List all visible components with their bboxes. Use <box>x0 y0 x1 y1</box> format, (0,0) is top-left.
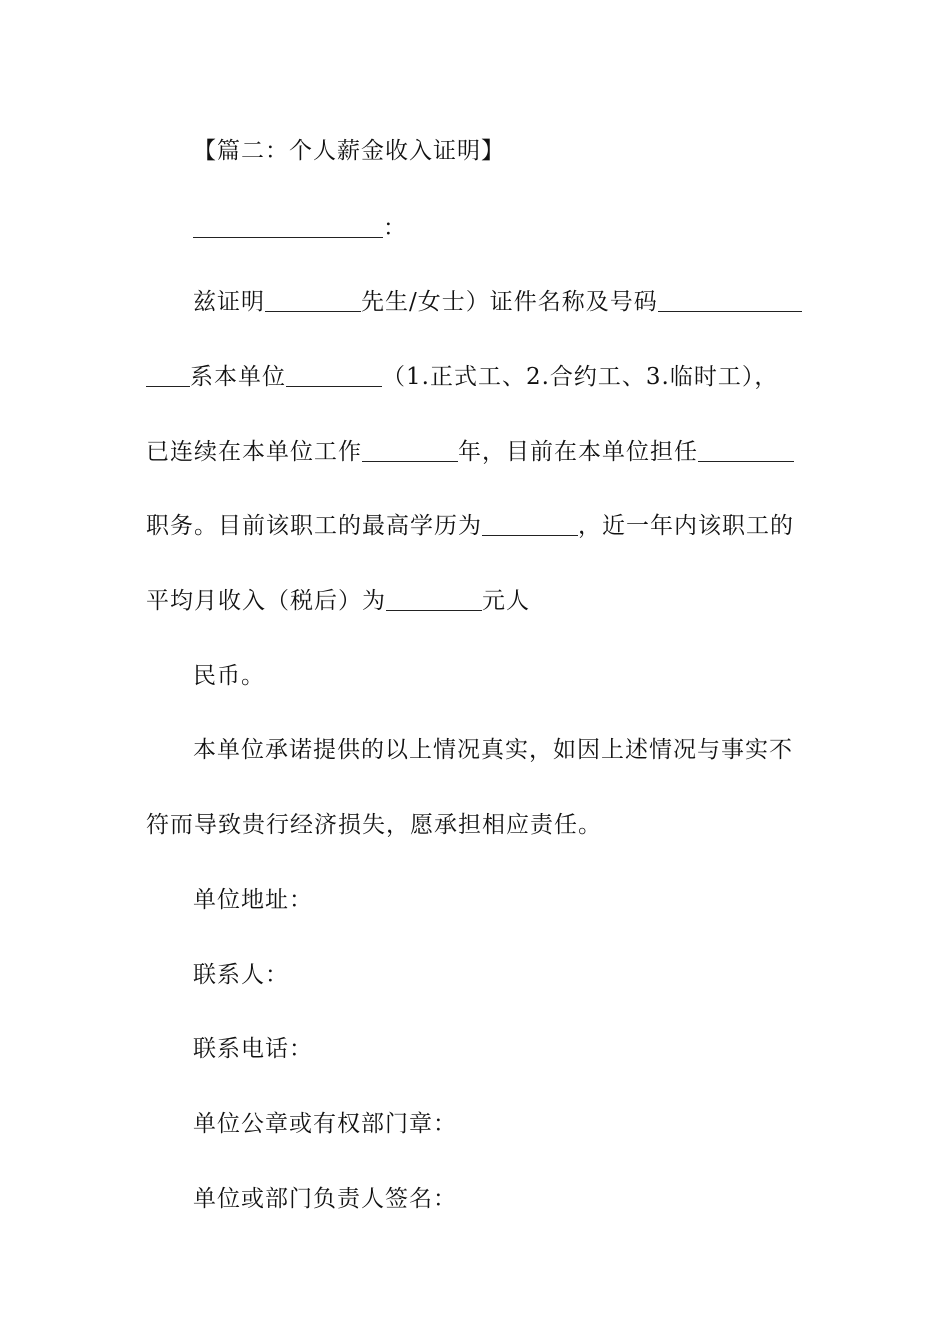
address-field-label: 单位地址： <box>193 887 313 913</box>
text-segment: 系本单位 <box>190 364 286 390</box>
income-blank <box>386 584 482 611</box>
para1-line6: 民币。 <box>193 663 265 689</box>
signature-field-label: 单位或部门负责人签名： <box>193 1186 457 1212</box>
text-segment: ，近一年内该职工的 <box>578 513 794 539</box>
text-segment: 职务。目前该职工的最高学历为 <box>146 513 482 539</box>
name-blank <box>265 285 361 312</box>
contact-field-label: 联系人： <box>193 962 289 988</box>
text-segment: （1.正式工、2.合约工、3.临时工）， <box>382 364 779 390</box>
addressee-blank <box>193 211 383 238</box>
para1-line5 <box>146 581 530 621</box>
employment-type-blank <box>286 360 382 387</box>
para1-line4 <box>146 506 794 546</box>
text-segment: 已连续在本单位工作 <box>146 439 362 465</box>
text-segment: 兹证明 <box>193 289 265 315</box>
para2-line1: 本单位承诺提供的以上情况真实，如因上述情况与事实不 <box>193 737 793 763</box>
text-segment: 元人 <box>482 588 530 614</box>
addressee-suffix: ： <box>383 215 407 241</box>
id-number-blank-cont <box>146 360 190 387</box>
para2-line2: 符而导致贵行经济损失，愿承担相应责任。 <box>146 812 602 838</box>
id-number-blank <box>658 285 802 312</box>
years-blank <box>362 435 458 462</box>
para1-line1 <box>193 282 802 322</box>
seal-field-label: 单位公章或有权部门章： <box>193 1111 457 1137</box>
phone-field-label: 联系电话： <box>193 1036 313 1062</box>
para1-line2 <box>146 357 778 397</box>
text-segment: 先生/女士）证件名称及号码 <box>361 289 658 315</box>
text-segment: 平均月收入（税后）为 <box>146 588 386 614</box>
para1-line3 <box>146 432 794 472</box>
education-blank <box>482 509 578 536</box>
addressee-line <box>193 208 407 248</box>
position-blank <box>698 435 794 462</box>
document-title: 【篇二：个人薪金收入证明】 <box>193 138 505 164</box>
text-segment: 年，目前在本单位担任 <box>458 439 698 465</box>
